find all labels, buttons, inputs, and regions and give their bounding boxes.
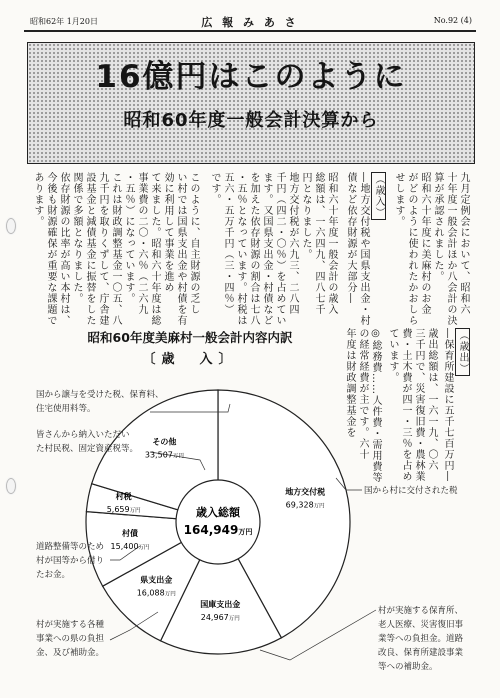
article-line: 効に利用して事業を進め [162, 172, 173, 293]
article-line: ます。又国県支出金・村債など [261, 172, 272, 326]
article-line: がどのように使われたかおしら [406, 172, 417, 326]
annotation-other [36, 388, 186, 416]
revenue-heading: （歳入） [373, 174, 384, 218]
article-line: せします。 [393, 172, 404, 227]
article-line: です。 [209, 172, 220, 205]
pie-value-local-allocation-tax: 69,328万円 [285, 500, 325, 510]
center-total-unit: 万円 [238, 528, 253, 536]
article-line: 十年度一般会計ほか八会計の決 [445, 172, 456, 326]
annotation-village-tax [36, 428, 186, 456]
chart-title: 昭和60年度美麻村一般会計内容内訳 [87, 330, 293, 345]
article-line: て来ました。昭和六十年度は総 [149, 172, 160, 326]
chart-subtitle: 〔歳 入〕 [142, 352, 238, 367]
newsletter-title: 広 報 み あ さ [201, 16, 299, 29]
pie-value-village-tax: 5,659万円 [106, 505, 141, 515]
article-line: 昭和六十年度一般会計の歳入 [326, 172, 337, 315]
article-line: 依存財源の比率が高い本村は、 [58, 172, 69, 326]
annotation-line: 国から村に交付された税 [364, 486, 458, 496]
annotation-prefectural [36, 618, 146, 660]
article-line: 債など依存財源が大部分― [345, 172, 356, 304]
article-line: 円となりました。 [300, 172, 311, 260]
article-line: 総額は、一六四九、四八七千 [313, 172, 324, 315]
annotation-line: 住宅使用料等。 [36, 404, 96, 414]
annotation-line: 村が実施する保育所、 [378, 606, 464, 616]
issue-date: 昭和62年 1月20日 [30, 17, 98, 26]
annotation-line: 村が実施する各種 [36, 620, 105, 630]
annotation-village-bond [36, 540, 146, 582]
annotation-line: た村民税、固定資産税等。 [36, 444, 139, 454]
pie-value-other: 33,507万円 [144, 450, 184, 460]
pie-label-other: その他 [152, 437, 177, 447]
article-line: 千円（四二・〇％）を占めてい [274, 172, 285, 326]
annotation-line: 村が国等から借り [36, 556, 105, 566]
headline: 16億円はこのように [95, 59, 407, 95]
pie-label-village-bond: 村債 [122, 529, 139, 539]
article-line: ―地方交付税や国県支出金・村 [358, 172, 369, 326]
article-line: 九千円を取りくずして、庁舎建 [97, 172, 108, 326]
annotation-line: 道路整備等のため [36, 542, 105, 552]
article-line: の経常経費が主です。六十 [357, 328, 368, 460]
center-total-label: 歳入総額 [196, 506, 240, 519]
article-line: 九月定例会において、昭和六 [458, 172, 469, 315]
pie-label-village-tax: 村税 [115, 492, 132, 502]
article-line: 費・土木費が四一・三％を占め [400, 328, 411, 482]
article-line: い村では国県支出金や村債を有 [175, 172, 186, 326]
article-line: ・五％）になっています。 [123, 172, 134, 304]
issue-number: No.92 (4) [433, 16, 472, 25]
article-line: 五六・五万千円（三・四％） [222, 172, 233, 315]
article-line: ・五％となっています。村税は [235, 172, 246, 326]
article-line: 地方交付税が六九三、二八四 [287, 172, 298, 315]
annotation-line: 老人医療、災害復旧事 [378, 620, 464, 630]
article-line: 年度は財政調整基金を [344, 328, 355, 438]
article-line: を加えた依存財源の割合は七八 [248, 172, 259, 326]
article-line: ています。 [387, 328, 398, 383]
annotation-line: 改良、保育所建設事業 [378, 648, 464, 658]
article-line: このように、自主財源の乏し [188, 172, 199, 315]
annotation-line: 業等への負担金。道路 [378, 634, 464, 644]
annotation-line: 皆さんから納入いただい [36, 430, 130, 440]
pie-center-disc [176, 480, 260, 564]
center-total-number: 164,949 [183, 523, 239, 537]
pie-value-village-bond: 15,400万円 [110, 542, 150, 552]
article-line: 昭和六十年度に美麻村のお金 [419, 172, 430, 315]
article-line: 事業費の二〇・六％（二六九 [136, 172, 147, 315]
article-line: これは財政調整基金一〇五、八 [110, 172, 121, 326]
article-line: 歳出総額は、一六一九、〇六 [426, 328, 437, 471]
article-line: ◎総務費……人件費・需用費等 [370, 328, 381, 483]
annotation-line: 事業への県の負担 [36, 634, 105, 644]
article-line: 算が承認されました。 [432, 172, 443, 282]
article-line: 設基金と減債基金に振替をした [84, 172, 95, 326]
pie-label-prefectural-subsidy: 県支出金 [140, 575, 173, 585]
article-line: 今後も財源確保が重要な課題で [45, 172, 56, 326]
annotation-line: 等への補助金。 [378, 662, 438, 672]
pie-value-prefectural-subsidy: 16,088万円 [136, 588, 176, 598]
annotation-line: 金、及び補助金。 [36, 648, 105, 658]
annotation-line: 国から譲与を受けた税、保育料、 [36, 390, 164, 400]
article-line: あります。 [32, 172, 43, 227]
annotation-national [378, 604, 488, 674]
headline-subtitle: 昭和60年度一般会計決算から [123, 110, 379, 131]
article-line: 関係で多額となりました。 [71, 172, 82, 304]
pie-value-national-subsidy: 24,967万円 [200, 612, 240, 622]
article-line: ―保育所建設に五千七百万円― [442, 328, 453, 482]
annotation-local-allocation [364, 484, 484, 498]
expenditure-heading: （歳出） [457, 330, 468, 374]
pie-label-local-allocation-tax: 地方交付税 [285, 487, 326, 497]
article-line: 三千円で、災害復旧費・農林業 [413, 328, 424, 482]
annotation-line: たお金。 [36, 570, 71, 580]
pie-label-national-subsidy: 国庫支出金 [200, 599, 241, 609]
